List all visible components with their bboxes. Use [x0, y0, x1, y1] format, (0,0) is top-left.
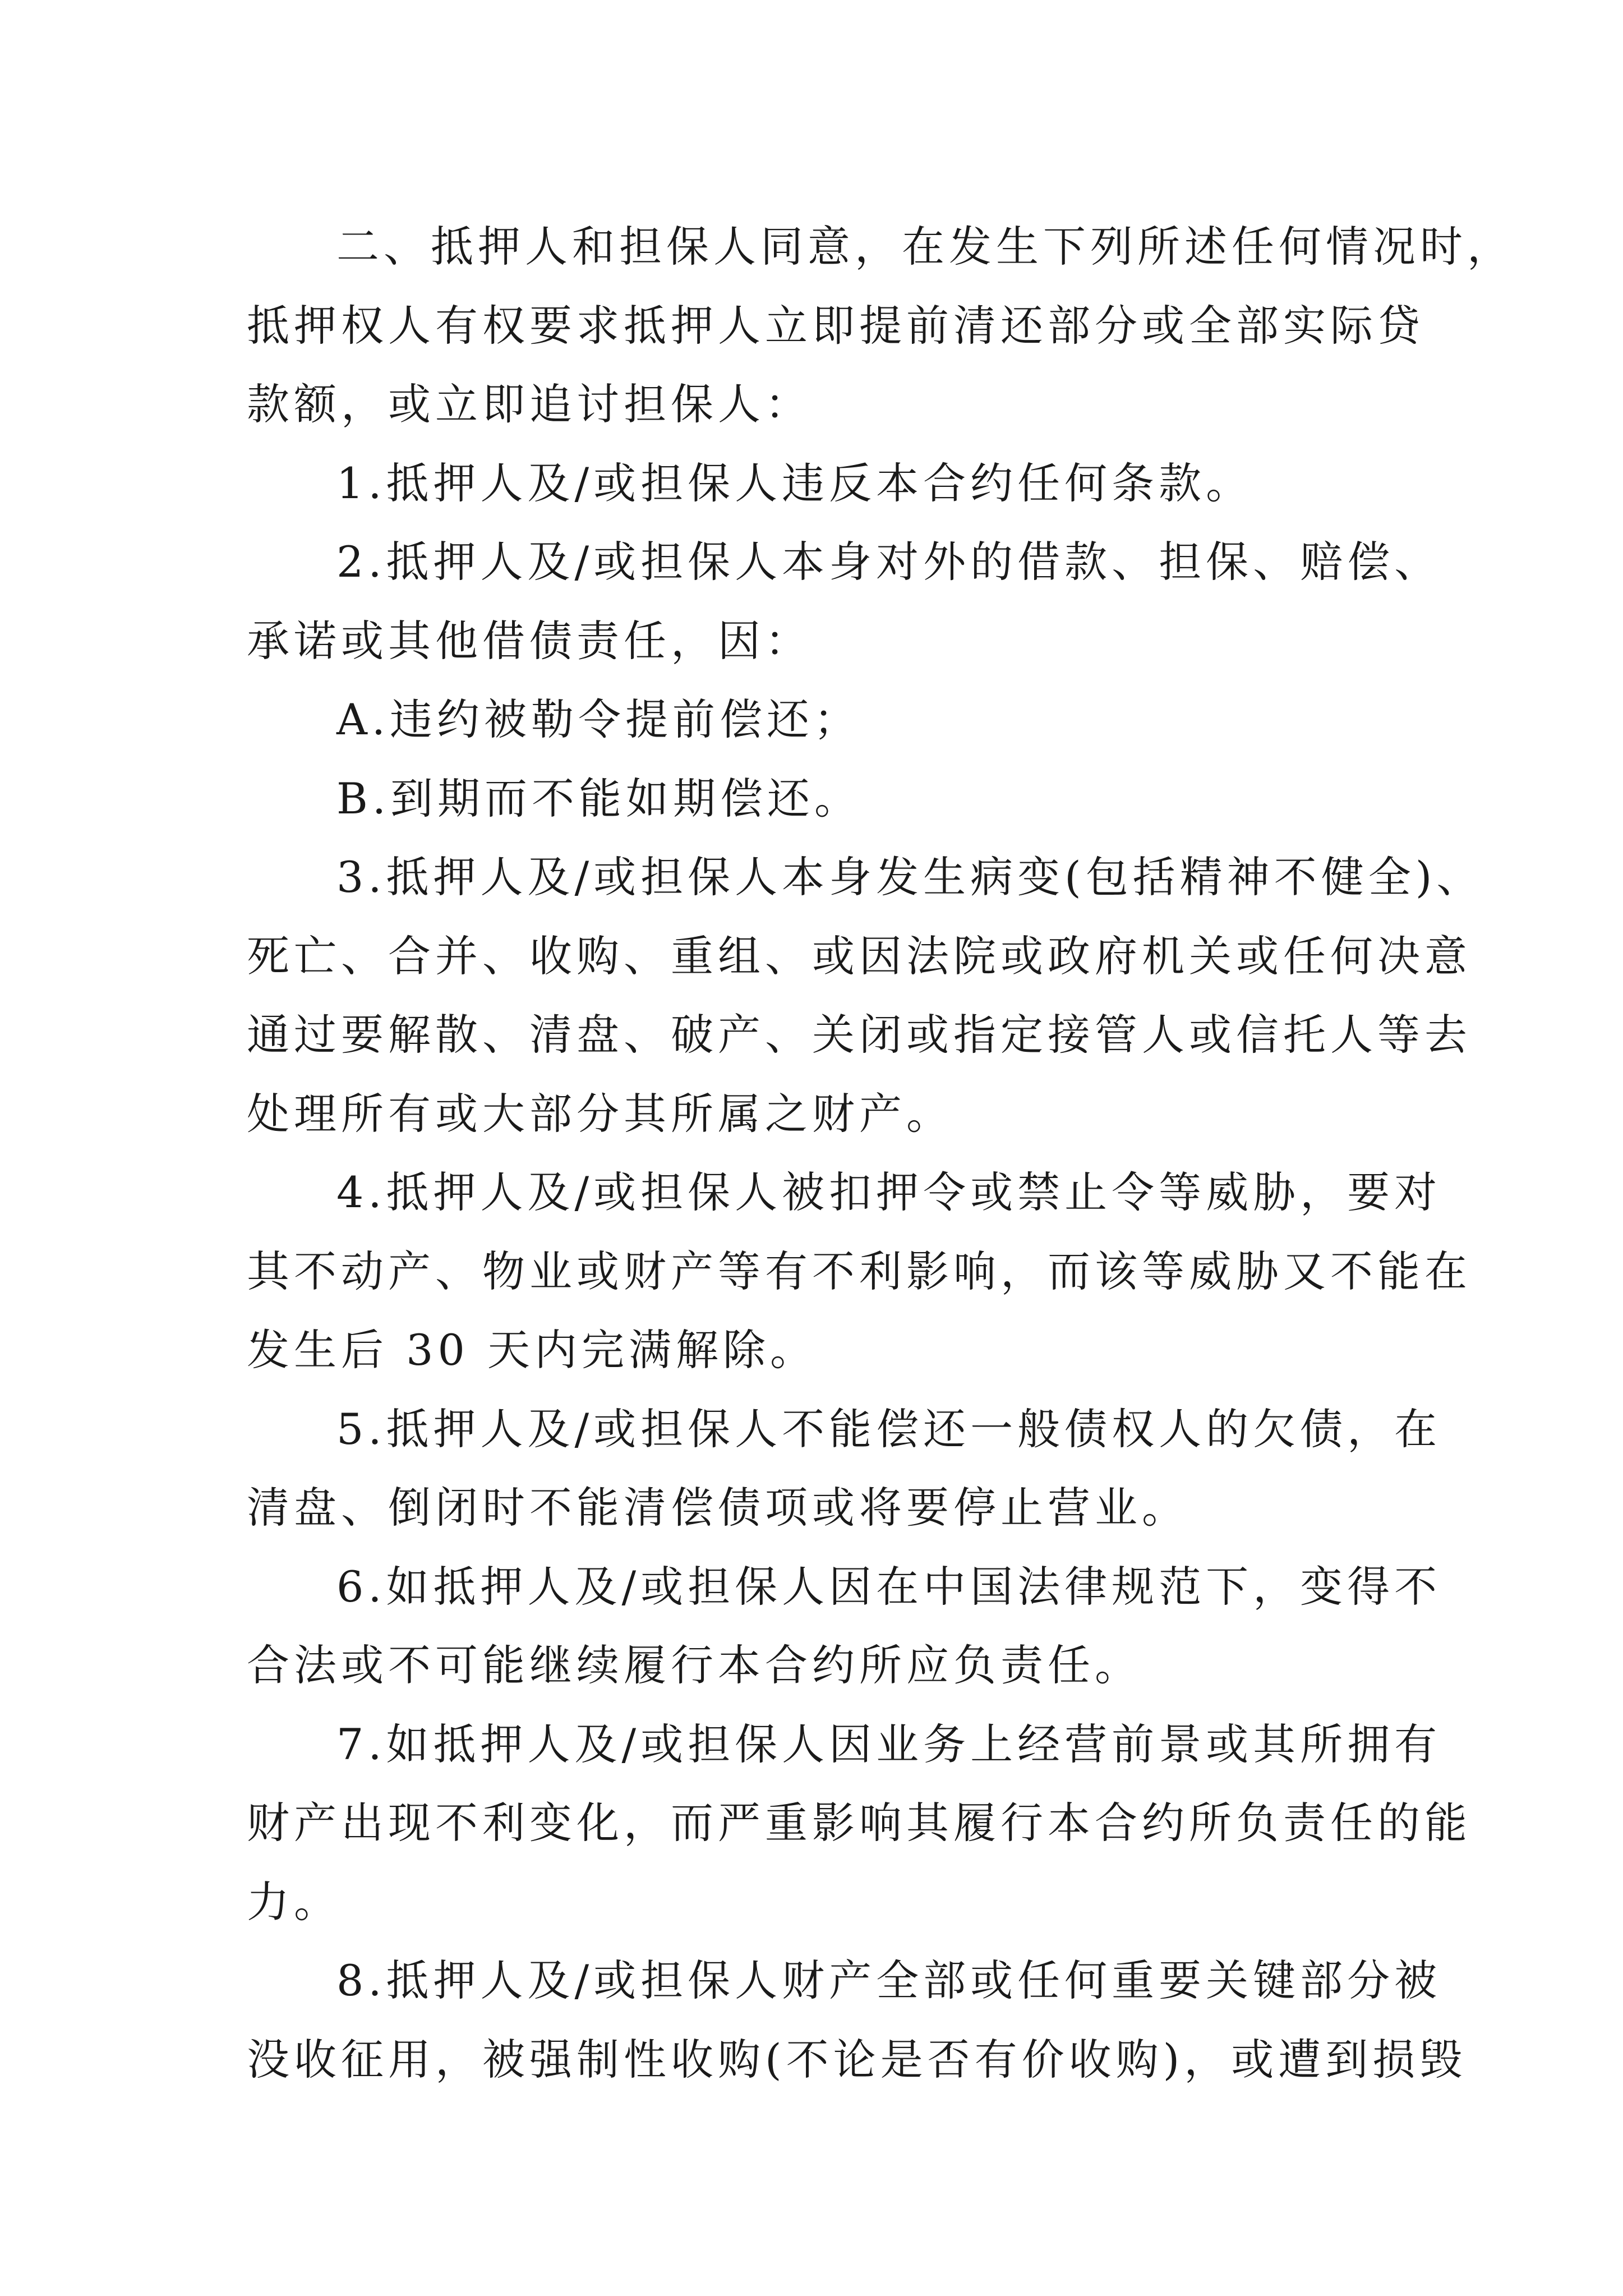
document-line: A.违约被勒令提前偿还； [336, 694, 861, 744]
document-line: 合法或不可能继续履行本合约所应负责任。 [247, 1640, 1142, 1690]
document-line: 2.抵押人及/或担保人本身对外的借款、担保、赔偿、 [336, 537, 1442, 587]
document-line: 4.抵押人及/或担保人被扣押令或禁止令等威胁，要对 [336, 1167, 1442, 1217]
document-line: 发生后 30 天内完满解除。 [247, 1325, 818, 1375]
document-line: 7.如抵押人及/或担保人因业务上经营前景或其所拥有 [336, 1719, 1442, 1769]
document-line: 通过要解散、清盘、破产、关闭或指定接管人或信托人等去 [247, 1010, 1472, 1060]
document-line: B.到期而不能如期偿还。 [336, 773, 862, 823]
document-line: 抵押权人有权要求抵押人立即提前清还部分或全部实际贷 [247, 300, 1424, 351]
document-line: 清盘、倒闭时不能清偿债项或将要停止营业。 [247, 1483, 1189, 1533]
document-line: 处理所有或大部分其所属之财产。 [247, 1088, 953, 1139]
document-line: 死亡、合并、收购、重组、或因法院或政府机关或任何决意 [247, 931, 1472, 981]
document-line: 8.抵押人及/或担保人财产全部或任何重要关键部分被 [336, 1955, 1442, 2005]
document-body [247, 208, 1514, 2099]
document-line: 5.抵押人及/或担保人不能偿还一般债权人的欠债，在 [336, 1404, 1442, 1454]
document-line: 3.抵押人及/或担保人本身发生病变(包括精神不健全)、 [336, 852, 1484, 902]
document-line: 财产出现不利变化，而严重影响其履行本合约所负责任的能 [247, 1798, 1472, 1848]
document-line: 款额，或立即追讨担保人： [247, 379, 812, 429]
document-line: 6.如抵押人及/或担保人因在中国法律规范下，变得不 [336, 1561, 1442, 1612]
document-line: 力。 [247, 1876, 341, 1927]
document-line: 1.抵押人及/或担保人违反本合约任何条款。 [336, 458, 1253, 508]
document-line: 承诺或其他借债责任，因： [247, 615, 812, 666]
document-line: 二、抵押人和担保人同意，在发生下列所述任何情况时， [336, 222, 1514, 272]
document-line: 其不动产、物业或财产等有不利影响，而该等威胁又不能在 [247, 1246, 1472, 1296]
document-line: 没收征用，被强制性收购(不论是否有价收购)，或遭到损毁 [247, 2034, 1467, 2085]
